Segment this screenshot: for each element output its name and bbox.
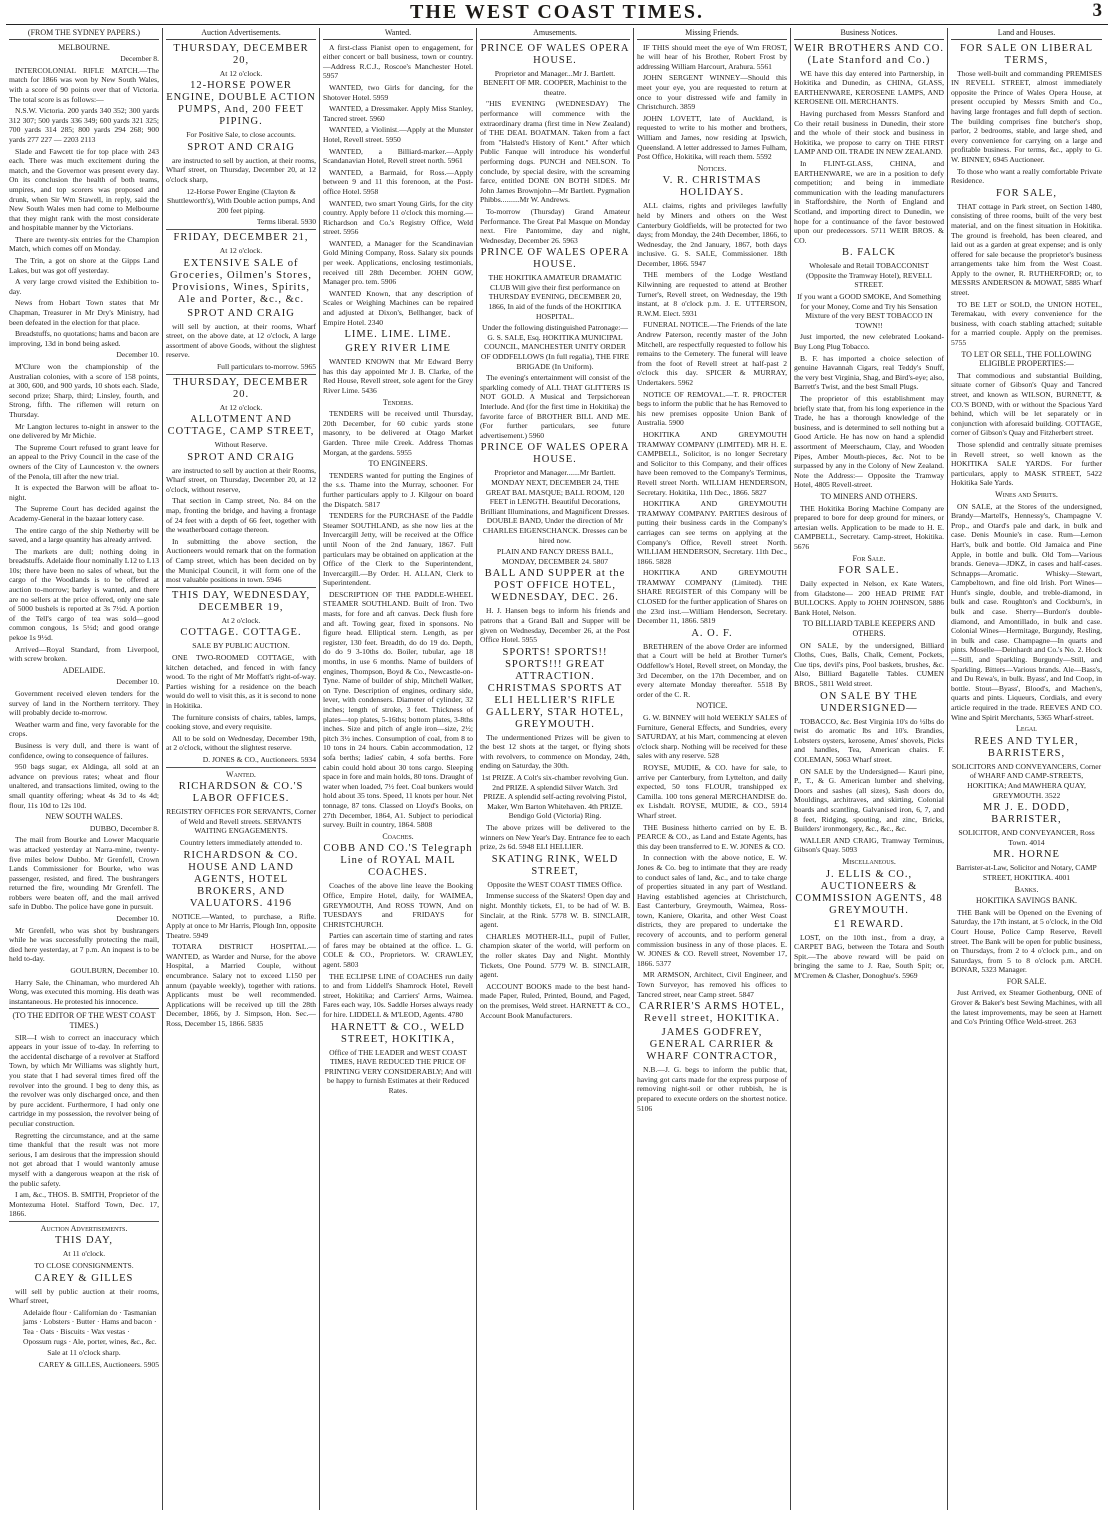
columns [6,28,1108,1510]
article-paragraph: BRETHREN of the above Order are informed that a Court will be held at Brother Turner's Oddfellow's Hotel, Revell street, on Monday, the 3rd December, on the 17th December, and on every alternate Monday thereafter. 5518 By order of the C. R. [637,641,787,699]
article-paragraph: H. J. Hansen begs to inform his friends and patrons that a Grand Ball and Supper will be given on Wednesday, December 26, at the Post Office Hotel. 5955 [480,606,630,645]
article-paragraph: TENDERS will be received until Thursday, 20th December, for 60 cubic yards stone masonry, to be delivered at Otago Market Garden. Three mile Creek. Address Thomas Morgan, at the gardens. 5955 [323,409,473,457]
article-paragraph: NOTICE OF REMOVAL.—T. R. PROCTER begs to inform the public that he has Removed to his new premises opposite Union Bank of Australia. 5900 [637,389,787,428]
section-heading: Notices. [697,163,727,173]
column-header: Wanted. [323,28,473,40]
article-paragraph: WALLER AND CRAIG, Tramway Terminus, Gibson's Quay. 5093 [794,835,944,855]
article-paragraph: SIR—I wish to correct an inaccuracy which appears in your issue of to-day. In referring to the accidental discharge of a revolver at Stafford Town, by which Mr Williams was slightly hurt, you state that I had several times fired off the revolver into the ground. I beg to deny this, as the revolver was only discharged once, and then by pure accident. Furthermore, I had only one cartridge in my possession, the revolver being of peculiar construction. [9,1032,159,1128]
centered-line: PLAIN AND FANCY DRESS BALL, MONDAY, DECEMBER 24. 5807 [496,547,614,566]
item-list: Adelaide flour · Californian do · Tasmanian jams · Lobsters · Butter · Hams and bacon · Tea · Oats · Biscuits · Wax vestas · Opossum rugs · Ale, porter, wines, &c., &c. [23,1307,157,1346]
article-paragraph: ACCOUNT BOOKS made to the best hand-made Paper, Ruled, Printed, Bound, and Paged, on the premises, Weld street. HARNETT & CO., Account Book Manufacturers. [480,981,630,1020]
display-line: B. FALCK [842,247,896,259]
article-paragraph: MR ARMSON, Architect, Civil Engineer, and Town Surveyor, has removed his offices to Tancred street, near Camp street. 5847 [637,970,787,999]
article-paragraph: The Supreme Court refused to grant leave for an appeal to the Privy Council in the case of the owners of the City of Launceston v. the owners of the Penola, till after the new trial. [9,442,159,481]
dateline: GOULBURN, December 10. [70,966,159,976]
article-paragraph: will sell by auction, at their rooms, Wharf street, on the above date, at 12 o'clock, A large assortment of above Goods, without the slightest reserve. [166,321,316,360]
centered-line: Country letters immediately attended to. [179,837,303,847]
article-paragraph: The evening's entertainment will consist of the sparkling comedy of ALL THAT GLITTERS IS NOT GOLD. A Musical and Terpsichorean Interlude. And (for the first time in Hokitika) the favorite farce of BROTHER BILL AND ME. (For further particulars, see future advertisement.) 5960 [480,373,630,440]
column-7 [948,28,1105,1510]
display-line: THURSDAY, DECEMBER 20. [173,376,309,400]
section-heading: Coaches. [382,831,414,841]
article-paragraph: ON SALE, by the undersigned, Billiard Cloths, Cues, Balls, Chalk, Cement, Pockets, Cue tips, devil's pins, Pool baskets, brushes, &c. Also, Billiard Bagatelle Tables. CUMEN BROS., 5811 Weld street. [794,640,944,689]
display-line: FRIDAY, DECEMBER 21, [173,231,309,243]
article-paragraph: Coaches of the above line leave the Booking Office, Empire Hotel, daily, for WAIMEA, GREYMOUTH, And ROSS TOWN, And on TUESDAYS and FRIDAYS for CHRISTCHURCH. [323,881,473,929]
article-paragraph: THE members of the Lodge Westland Kilwinning are requested to attend at Brother Turner's, Revell street, on Wednesday, the 19th instant, at 8 o'clock p.m. J. E. UTTERSON, R.W.M. Elect. 5931 [637,270,787,318]
section-heading: NOTICE. [696,701,728,711]
section-heading: FOR SALE. [1006,976,1047,986]
article-paragraph: WANTED, two Girls for dancing, for the Shotover Hotel. 5959 [323,82,473,102]
display-line: PRINCE OF WALES OPERA HOUSE. [480,442,630,466]
display-line: MR. HORNE [993,849,1060,861]
article-paragraph: B. F. has imported a choice selection of genuine Havannah Cigars, real Teddy's Snuff, the very best Virginia, Shag, and Bird's-eye; also, Barrett's Twist, and the best Small Plugs. [794,353,944,392]
column-header: Missing Friends. [637,28,787,40]
article-paragraph: The furniture consists of chairs, tables, lamps, cooking stove, and every requisite. [166,712,316,732]
section-heading: Miscellaneous. [842,856,896,866]
article-paragraph: ON SALE, at the Stores of the undersigned, Brandy—Martell's, Hennessy's, Champagne V. Prop., and Otard's pale and dark, in bulk and case. Denis Mounie's in case. Rum—Lemon Hart's, bulk and bottle. Old Jamaica and Pine Apple, in bottle and bulk. Old Tom—Various brands. Geneva—JDKZ, in cases and half-cases. Schnapps—Aromatic. Whisky—Stewart, Campbeltown, and fine old Irish. Port Wines—Hunt's single, double, and treble-diamond, in bulk and case. Roughton's and Cockburn's, in bulk and case. Sherry—Burdon's double-diamond, and Amontillado, in bulk and case. Colonial Wines—Hermitage, Burgundy, Resling, in bulk and case. Champagne—In quarts and pints. Moselle—Deinhardt and Co.'s No. 2. Hock—Still, and Sparkling. Burgundy—Still, and Sparkling. Bitters—Various brands. Ale—Bass's, and Du Rewa's, in bulk. Byass', and Ind Coop, in bottle. Stout—Byass', Blood's, and Machen's, quarts and pints. Liqueurs, Cordials, and every article required in the trade. REEVES AND CO. Wine and Spirit Merchants, 5365 Wharf-street. [951,501,1102,722]
column-header: Business Notices. [794,28,944,40]
article-paragraph: JOHN SERGENT WINNEY—Should this meet your eye, you are requested to return at once to your distressed wife and family in Christchurch. 3859 [637,73,787,112]
display-line: EXTENSIVE SALE of Groceries, Oilmen's Stores, Provisions, Wines, Spirits, Ale and Porter, &c., &c. [169,257,313,305]
display-line: FOR SALE, [996,187,1057,199]
display-line: CARRIER'S ARMS HOTEL, Revell street, HOKITIKA. [639,1001,785,1025]
article-paragraph: are instructed to sell by auction, at their rooms, Wharf street, on Thursday, December 20, at 12 o'clock sharp, [166,155,316,184]
signature-line: Terms liberal. 5930 [256,217,316,227]
article-paragraph: Weather warm and fine, very favorable for the crops. [9,719,159,739]
article-paragraph: In FLINT-GLASS, CHINA, and EARTHENWARE, we are in a position to defy competition; and being in immediate communication with the leading manufacturers in Staffordshire, the North of England and Scotland, and importing direct to Dunedin, we hope for a continuance of the favor bestowed upon our predecessors. 5711 WEIR BROS. & CO. [794,158,944,245]
section-heading: Banks. [1014,884,1039,894]
article-paragraph: The entire cargo of the ship Netherby will be saved, and a large quantity has already arrived. [9,525,159,545]
article-paragraph: WANTED, a Manager for the Scandinavian Gold Mining Company, Ross. Salary six pounds per week. Applications, enclosing testimonials, received till 28th December. JOHN GOW, Manager pro. tem. 5906 [323,238,473,287]
section-heading: TO MINERS AND OTHERS. [820,491,918,501]
masthead [6,0,1108,25]
display-line: JAMES GODFREY, GENERAL CARRIER & WHARF CONTRACTOR, [646,1027,778,1063]
display-line: FOR SALE ON LIBERAL TERMS, [959,42,1094,66]
display-line: CAREY & GILLES [34,1272,134,1284]
article-paragraph: The proprietor of this establishment may briefly state that, from his long experience in the Trade, he has a thorough knowledge of the business, and is determined to sell nothing but a Good Article. He has now on hand a splendid assortment of Meerschaum, Clay, and Wooden Pipes, Amber Mouth-pieces, &c. Not to be surpassed by any in the Colony of New Zealand. Note the Address:— Opposite the Tramway Hotel, 4805 Revell-street. [794,394,944,490]
column-header: Amusements. [480,28,630,40]
display-line: RICHARDSON & CO. HOUSE AND LAND AGENTS, HOTEL BROKERS, AND VALUATORS. 4196 [183,849,299,909]
dateline: December 8. [120,54,159,64]
article-paragraph: In submitting the above section, the Auctioneers would remark that on the formation of Camp street, which has been decided on by the Municipal Council, it will form one of the most valuable positions in town. 5946 [166,536,316,585]
article-paragraph: Immense success of the Skaters! Open day and night. Monthly tickets, £1, to be had of W. B. Sinclair, at the Rink. 5778 W. B. SINCLAIR, agent. [480,891,630,930]
display-line: SPROT AND CRAIG [187,451,295,463]
display-line: SPORTS! SPORTS!! SPORTS!!! GREAT ATTRACTION. CHRISTMAS SPORTS AT ELI HELLIER'S RIFLE GALLERY, STAR HOTEL, GREYMOUTH. [486,646,624,730]
article-paragraph: News from Hobart Town states that Mr Chapman, Treasurer in Mr Dry's Ministry, had been defeated in the election for that place. [9,298,159,327]
display-line: RICHARDSON & CO.'S LABOR OFFICES. [178,781,304,805]
article-paragraph: The Trin, a got on shore at the Gipps Land Lakes, but was got off yesterday. [9,256,159,275]
centered-line: SOLICITOR, AND CONVEYANCER, Ross Town. 4014 [958,828,1095,847]
display-line: PRINCE OF WALES OPERA HOUSE. [480,42,630,66]
article-paragraph: Just imported, the new celebrated Lookand-Buy Long Plug Tobacco. [794,332,944,352]
display-line: 12-HORSE POWER ENGINE, DOUBLE ACTION PUMPS, And, 200 FEET PIPING. [166,80,316,128]
article-paragraph: Just Arrived, ex Steamer Gothenburg, ONE of Grover & Baker's best Sewing Machines, with all the latest improvements, may be seen at Harnett and Co's Printing Office Weld-street. 263 [951,988,1102,1027]
section-heading: NEW SOUTH WALES. [45,812,123,822]
display-line: LIME. LIME. LIME. [344,329,452,341]
section-heading: Auction Advertisements. [40,1223,128,1233]
signature-line: D. JONES & CO., Auctioneers. 5934 [202,754,316,764]
article-paragraph: That section in Camp street, No. 84 on the map, fronting the bridge, and having a frontage of 24 feet with a depth of 66 feet, together with the weatherboard cottage thereon. [166,496,316,535]
display-line: COBB AND CO.'S Telegraph Line of ROYAL MAIL COACHES. [323,843,473,879]
display-line: GREY RIVER LIME [345,343,451,355]
article-paragraph: A first-class Pianist open to engagement, for either concert or ball business, town or country.—Address R.C.J., Roscoe's Manchester Hotel. 5957 [323,42,473,81]
section-heading: TO BILLIARD TABLE KEEPERS AND OTHERS. [802,619,936,639]
article-paragraph: WANTED, a Barmaid, for Ross.—Apply between 9 and 11 this forenoon, at the Post-office Hotel. 5958 [323,167,473,196]
masthead-title: THE WEST COAST TIMES. [410,1,704,23]
centered-line: At 11 o'clock. [62,1249,106,1259]
display-line: THIS DAY, [54,1235,113,1247]
column-4 [477,28,634,1510]
article-paragraph: ROYSE, MUDIE, & CO. have for sale, to arrive per Canterbury, from Lyttelton, and daily expected, 50 tons FLOUR, transhipped ex Camilla. 100 tons general MERCHANDISE do. ex Lishdalt. ROYSE, MUDIE, & CO., 5914 Wharf street. [637,762,787,820]
centered-line: Sale at 11 o'clock sharp. [47,1348,121,1358]
article-paragraph: TENDERS for the PURCHASE of the Paddle Steamer SOUTHLAND, as she now lies at the Invercargill Jetty, will be received at the Office until Noon of the 2nd January, 1867. Full particulars may be obtained on application at the Office of the Clerk to the Superintendent, Invercargill.—By Order. H. ALLAN, Clerk to Superintendent. [323,511,473,588]
divider [166,587,316,588]
article-paragraph: ON SALE by the Undersigned— Kauri pine, P., T., & G. American lumber and shelving, Doors and sashes (all sizes), Sash doors do, Mouldings, architraves, and skirting, Colonial boards and scantling, Galvanised iron, 6, 7, and 8 feet, Ridging, spouting, and zinc, Bricks, Builders' ironmongery, &c., &c., &c. [794,766,944,834]
dateline: December 10. [116,914,159,924]
section-heading: Tenders. [382,397,414,407]
article-paragraph: The above prizes will be delivered to the winners on New Year's Day. Entrance fee to each prize, 2s 6d. 5948 ELI HELLIER. [480,823,630,852]
divider [166,374,316,375]
centered-line: At 12 o'clock. [219,68,263,78]
display-line: COTTAGE. COTTAGE. [180,627,302,639]
article-paragraph: It is expected the Barwon will be afloat to-night. [9,483,159,502]
centered-line: 12-Horse Power Engine (Clayton & Shuttleworth's), With Double action pumps, And 200 feet piping. [167,186,315,215]
section-heading: (TO THE EDITOR OF THE WEST COAST TIMES.) [12,1011,156,1030]
display-line: THURSDAY, DECEMBER 20, [173,42,309,66]
column-6 [791,28,948,1510]
article-paragraph: Business is very dull, and there is want of confidence, owing to consequence of failures. [9,740,159,760]
column-header: Land and Houses. [951,28,1102,40]
article-paragraph: are instructed to sell by auction at their Rooms, Wharf street, on Thursday, December 20, at 12 o'clock, without reserve, [166,465,316,494]
article-paragraph: TENDERS wanted for putting the Engines of the s.s. Thame into the Murray, schooner. For further particulars apply to J. Kilgour on board the Dispatch. 5817 [323,470,473,509]
centered-line: Proprietor and Manager...Mr J. Bartlett. BENEFIT OF MR. COOPER, Machinist to the theatre. [483,68,627,97]
article-paragraph: ONE TWO-ROOMED COTTAGE, with kitchen detached, and fenced in with fancy wood. To the right of Mr Moffatt's right-of-way. Parties wishing for a residence on the beach would do well to visit this, as it is second to none in Hokitika. [166,653,316,710]
section-heading: HOKITIKA SAVINGS BANK. [976,896,1077,906]
section-heading: Wines and Spirits. [995,489,1058,499]
article-paragraph: THE ECLIPSE LINE of COACHES run daily to and from Liddell's Shamrock Hotel, Revell street, Hokitika; and Carriers' Arms, Waimea. Fares each way, 10s. Saddle Horses always ready for hire. LIDDELL & M'LEOD, Agents. 4780 [323,971,473,1020]
article-paragraph: 950 bags sugar, ex Aldinga, all sold at an advance on previous rates; wheat and flour unaltered, and transactions limited, owing to the small quantity offering; wheat 4s 3d to 4s 4d; flour, 11s 10d to 12s 10d. [9,762,159,810]
dateline: December 10. [116,677,159,687]
centered-line: At 12 o'clock. [219,402,263,412]
centered-line: Barrister-at-Law, Solicitor and Notary, CAMP STREET, HOKITIKA. 4001 [956,863,1097,882]
article-paragraph: WANTED, two smart Young Girls, for the city country. Apply before 11 o'clock this morning.—Richardson and Co.'s Registry Office, Weld street. 5956 [323,198,473,237]
signature-line: Full particulars to-morrow. 5965 [216,361,316,371]
centered-line: If you want a GOOD SMOKE, And Something for your Money, Come and Try his Sensation Mixture of the very BEST TOBACCO IN TOWN!! [797,292,941,330]
article-paragraph: To-morrow (Thursday) Grand Amateur Performance. The Great Pal Masque on Monday next. Fire Pantomime, day and night, Wednesday, December 26. 5963 [480,206,630,245]
article-paragraph: Those well-built and commanding PREMISES IN REVELL STREET, almost immediately opposite the Prince of Wales Opera House, at present occupied by Messrs Smith and Co., having large frontages and full depth of section. The building comprises fine butcher's shop, parlor, 2 bedrooms, stable, and large shed, and every convenience for carrying on a large and profitable business. For terms, &c., apply to G. W. BINNEY, 6945 Auctioneer. [951,68,1102,164]
divider [9,1008,159,1009]
section-heading: TO ENGINEERS. [368,459,428,469]
display-line: SPROT AND CRAIG [187,307,295,319]
display-line: ALLOTMENT AND COTTAGE, CAMP STREET, [167,414,315,438]
display-line: SPROT AND CRAIG [187,141,295,153]
article-paragraph: HOKITIKA AND GREYMOUTH TRAMWAY COMPANY. PARTIES desirous of putting their business cards in the Company's carriages can see terms on applying at the Company's Office, Revell street North. WILLIAM HENDERSON, Secretary. 11th Dec., 1866. 5828 [637,499,787,566]
centered-line: SALE BY PUBLIC AUCTION. [192,641,290,651]
article-paragraph: WANTED, a Dressmaker. Apply Miss Stanley, Tancred street. 5960 [323,104,473,123]
article-paragraph: I am, &c., THOS. B. SMITH, Proprietor of the Montezuma Hotel. Stafford Town, Dec. 17, 1866. [9,1190,159,1219]
dateline: December 10. [116,350,159,360]
column-1 [6,28,163,1510]
article-paragraph: THE Bank will be Opened on the Evening of Saturday, the 17th instant, at 5 o'clock, in the Old Court House, Police Camp Reserve, Revell street. The Bank will be open for public business, on Thursdays, from 2 to 4 o'clock p.m., and on Saturdays, from 5 to 8 o'clock p.m. ARCH. BONAR, 5323 Manager. [951,907,1102,975]
article-paragraph: There are twenty-six entries for the Champion Match, which comes off on Monday. [9,234,159,254]
dateline: DUBBO, December 8. [89,823,159,833]
display-line: SKATING RINK, WELD STREET, [491,853,619,877]
column-2 [163,28,320,1510]
centered-line: 1st PRIZE. A Colt's six-chamber revolving Gun. 2nd PRIZE. A splendid Silver Watch. 3rd PRIZE. A splendid self-acting revolving Pistol, Maker, Wm Barton Whitehaven. 4th PRIZE. Bendigo Gold (Victoria) Ring. [481,773,629,821]
article-paragraph: In connection with the above notice, E. W. Jones & Co. beg to intimate that they are ready to conduct sales of land, &c., and to take charge of properties situated in any part of Westland. Having established agencies at Christchurch, East Canterbury, Greymouth, Waimea, Ross-town, Kaniere, Okarita, and other West Coast districts, they are prepared to undertake the recovery of accounts, and to perform general commission business in any of those places. E. W. JONES & CO. Revell street, November 17, 1866. 5377 [637,853,787,968]
article-paragraph: will sell by public auction at their rooms, Wharf street, [9,1286,159,1306]
article-paragraph: Arrived—Royal Standard, from Liverpool, with screw broken. [9,644,159,664]
centered-line: Without Reserve. [214,440,268,450]
centered-line: Office of THE LEADER and WEST COAST TIMES, HAVE REDUCED THE PRICE OF PRINTING VERY CONSIDERABLY; And will be happy to furnish Estimates at their Reduced Rates. [324,1047,472,1095]
centered-line: Opposite the WEST COAST TIMES Office. [487,879,623,889]
display-line: A. O. F. [691,627,733,639]
display-line: HARNETT & CO., WELD STREET, HOKITIKA, [331,1021,465,1045]
section-heading: For Sale. [852,553,886,563]
article-paragraph: WANTED Known, that any description of Scales or Weighing Machines can be repaired and adjusted at Dixon's, Bellhanger, back of Empire Hotel. 2340 [323,288,473,327]
article-paragraph: The undermentioned Prizes will be given to the best 12 shots at the target, or flying shots with revolvers, to commence on Monday, 24th, ending on Saturday, the 30th. [480,732,630,771]
article-paragraph: Daily expected in Nelson, ex Kate Waters, from Gladstone— 200 HEAD PRIME FAT BULLOCKS. Apply to JOHN JOHNSON, 5886 Bank Hotel, Nelson. [794,579,944,617]
display-line: WEIR BROTHERS AND CO. (Late Stanford and Co.) [794,42,944,66]
article-paragraph: "HIS EVENING (WEDNESDAY) The performance will commence with the extraordinary drama (first time in New Zealand) of THE DEAL BOATMAN. Taken from a fact from "Halsted's History of Kent." After which Public Fanque will introduce his wonderful performing dogs. PUNCH and NELSON. To conclude, by special desire, with the screaming farce, entitled DONE ON BOTH SIDES. Mr John James Brownjohn—Mr Bartlett. Pygmalion Phibbs..........Mr W. Andrews. [480,99,630,205]
display-line: MR J. E. DODD, BARRISTER, [983,802,1070,826]
article-paragraph: DESCRIPTION OF THE PADDLE-WHEEL STEAMER SOUTHLAND. Built of Iron. Two masts, for fore and aft canvas. Deck flush fore and aft. Towing gear, fixed in sponsons. No figure head. Elliptical stern. Length, as per register, 130 feet. Breadth, do do 19 do. Depth, do do 9 3-10ths do. Boiler, tubular, age 18 months, in use 6 months. Name of builders of engines, Thompson, Boyd & Co., Newcastle-on-Tyne. Name of builder of ship, Mitchell Walker, on Tyne. Description of engines, ordinary side, lever, with condensers. Diameter of cylinder, 32 inches; length of stroke, 3 feet. Thickness of plates—top plates, 5-16ths; bottom plates, 3-8ths inches. Size and pitch of angle iron—size, 2½; pitch 3½ inches. Consumption of coal, from 8 to 10 tons in 24 hours. Cabin accommodation, 12 sofa berths; ladies' cabin, 4 sofa berths. Fore cabin could hold about 30 tons cargo. Sleeping space in fore and main holds, 80 tons. Draught of water when loaded, 7½ feet. Coal bunkers would hold about 35 tons. Speed, 11 knots per hour. Net tonnage, 87 tons. Classed on Lloyd's Books, on 27th December, 1864, A1. Subject to periodical survey. Built in country, 1864. 5808 [323,589,473,830]
article-paragraph: Harry Sale, the Chinaman, who murdered Ah Wong, was executed this morning. His death was instantaneous. He protested his innocence. [9,977,159,1006]
article-paragraph: That commodious and substantial Building, situate corner of Gibson's Quay and Tancred street, and known as WILSON, BURNETT, & CO.'S BOND, with or without the Spacious Yard behind, which will be let separately or in conjunction with aforesaid building. COTTAGE, corner of Gibson's Quay and Fitzherbert street. [951,370,1102,438]
centered-line: Wholesale and Retail TOBACCONIST (Opposite the Tramway Hotel), REVELL STREET. [806,261,932,290]
article-paragraph: WANTED, a Billiard-marker.—Apply Scandanavian Hotel, Revell street north. 5961 [323,146,473,166]
centered-line: REGISTRY OFFICES FOR SERVANTS, Corner of Weld and Revell streets. SERVANTS WAITING ENGAGEMENTS. [166,807,316,836]
display-line: PRINCE OF WALES OPERA HOUSE. [480,247,630,271]
article-paragraph: The Supreme Court has decided against the Academy-General in the bazaar lottery case. [9,504,159,523]
article-paragraph: THE Hokitika Boring Machine Company are prepared to bore for deep ground for miners, or artesian wells. Application to be made to H. E. CAMPBELL, Secretary. Camp-street, Hokitika. 5676 [794,503,944,551]
article-paragraph: HOKITIKA AND GREYMOUTH TRAMWAY COMPANY (LIMITED). MR H. E. CAMPBELL, Solicitor, is no longer Secretary and Solicitor to this Company, and their offices have been removed to the Company's Terminus, Revell street North. WILLIAM HENDERSON, Secretary. Hokitika, 11th Dec., 1866. 5827 [637,429,787,497]
article-paragraph: All to be sold on Wednesday, December 19th, at 2 o'clock, without the slightest reserve. [166,733,316,753]
divider [9,1221,159,1222]
column-header: Auction Advertisements. [166,28,316,40]
centered-line: At 12 o'clock. [219,245,263,255]
article-paragraph: JOHN LOVETT, late of Auckland, is requested to write to his mother and brothers, William and James, now residing at Ipswich, Queensland. A letter addressed to James Fulham, Post Office, Hokitika, will reach them. 5592 [637,113,787,162]
article-paragraph: M'Clure won the championship of the Australian colonies, with a score of 158 points, at 300, 600, and 900 yards, 10 shots each. Slade, second prize; Sharp, third; Linsley, fourth, and Strong, fifth. The riflemen will return on Thursday. [9,362,159,419]
article-paragraph: LOST, on the 10th inst., from a dray, a CARPET BAG, between the Totara and South Spit.—The above reward will be paid on bringing the same to J. Rae, South Spit; or, M'Cremen & Clasher, Donoghue's. 5969 [794,932,944,980]
article-paragraph: G. W. BINNEY will hold WEEKLY SALES of Furniture, General Effects, and Sundries, every SATURDAY, at his Mart, commencing at eleven o'clock sharp. Nothing will be received for these sales with any reserve. 528 [637,713,787,761]
article-paragraph: INTERCOLONIAL RIFLE MATCH.—The match for 1866 was won by New South Wales, with a score of 90 points over that of Victoria. The total score is as follows:— [9,65,159,104]
column-3 [320,28,477,1510]
article-paragraph: TOTARA DISTRICT HOSPITAL.—WANTED, as Warder and Nurse, for the above Hospital, a Married Couple, without encumbrance. Salary not to exceed L150 per annum (payable weekly), together with rations. Applicants must be well recommended. Applications will be received up till the 28th December, 1866, by J. Simpson, Hon. Sec.—Ross, December 15, 1866. 5835 [166,942,316,1029]
article-paragraph: THE Business hitherto carried on by E. B. PEARCE & CO., as Land and Estate Agents, has this day been transferred to E. W. JONES & CO. [637,822,787,851]
display-line: £1 REWARD. [833,918,905,930]
display-line: ON SALE BY THE UNDERSIGNED— [820,690,918,714]
section-heading: MELBOURNE. [58,42,110,52]
article-paragraph: Parties can ascertain time of starting and rates of fares may be obtained at the office. L. G. COLE & CO., Proprietors. W. CRAWLEY, agent. 5803 [323,931,473,970]
display-line: BALL AND SUPPER at the POST OFFICE HOTEL, WEDNESDAY, DEC. 26. [484,568,626,604]
article-paragraph: Slade and Fawcett tie for top place with 243 each. There was much excitement during the match, and the Governor was present every day. On its conclusion the health of both teams, umpires, and top scorers was proposed and drunk, when Sir Wm Stawell, in reply, said the New South Wales men had come to Melbourne that they might rank with the most considerate and hospitable manner by the Victorians. [9,146,159,233]
article-paragraph: Having purchased from Messrs Stanford and Co their retail business in Dunedin, their store and the whole of their stock and business in Hokitika, we propose to carry on THE FIRST LAMP AND OIL TRADE IN NEW ZEALAND. [794,108,944,157]
signature-line: CAREY & GILLES, Auctioneers. 5905 [38,1359,159,1369]
column-5 [634,28,791,1510]
article-paragraph: ALL claims, rights and privileges lawfully held by Miners and others on the West Canterbury Goldfields, will be protected for two days; from Monday, the 24th December, 1866, to Wednesday, the 2nd January, 1867, both days inclusive. G. S. SALE, Commissioner. 18th December, 1866. 5947 [637,201,787,268]
article-paragraph: A very large crowd visited the Exhibition to-day. [9,277,159,296]
article-paragraph: IF THIS should meet the eye of Wm FROST, he will hear of his Brother, Robert Frost by addressing William Harcourt, Arahura. 5561 [637,42,787,71]
centered-line: TO CLOSE CONSIGNMENTS. [34,1261,134,1271]
centered-line: Under the following distinguished Patronage:— G. S. SALE, Esq. HOKITIKA MUNICIPAL COUNCIL, MANCHESTER UNITY ORDER OF ODDFELLOWS (In full regalia), THE FIRE BRIGADE (In Uniform). [480,323,630,371]
article-paragraph: N.S.W. Victoria. 200 yards 340 352; 300 yards 312 307; 500 yards 336 349; 600 yards 321 325; 700 yards 314 285; 800 yards 294 268; 900 yards 277 227 — 2203 2113 [9,106,159,144]
page-number: 3 [1092,0,1102,21]
section-heading: Wanted. [226,769,256,779]
article-paragraph: WANTED, a Violinist.—Apply at the Munster Hotel, Revell street. 5950 [323,125,473,144]
article-paragraph: TOBACCO, &c. Best Virginia 10's do ½lbs do twist do aromatic lbs and 10's. Brandies, Lobsters oysters, kerosene, Ames' shovels, Picks and handles, Tea, American chairs. F. COLEMAN, 5063 Wharf street. [794,716,944,764]
display-line: J. ELLIS & CO., AUCTIONEERS & COMMISSION AGENTS, 48 GREYMOUTH. [795,868,943,916]
section-heading: ADELAIDE. [62,665,106,675]
section-heading: TO LET OR SELL, THE FOLLOWING ELIGIBLE PROPERTIES:— [961,349,1092,369]
article-paragraph: THAT cottage in Park street, on Section 1480, consisting of three rooms, built of the very best material, and on the finest situation in Hokitika. The ground is freehold, has been cleared, and laid out as a garden at great expense; and is only offered for sale because the proprietor's business arrangements take him from the West Coast. Apply to the owner, R. RUTHERFORD; or, to MESSRS ANDERSON & MOWAT, 5885 Wharf street. [951,201,1102,298]
section-heading: Legal [1016,724,1037,734]
article-paragraph: The mail from Bourke and Lower Macquarie was attacked yesterday at Narra-mine, twenty-five miles below Dubbo. Mr Grenfell, Crown Lands Commissioner for Bourke, who was passenger, resisted, and fired. The bushrangers returned the fire, wounding Mr Grenfell. The robbers were beaten off, and the mail arrived safe in Dubbo. The police have gone in pursuit. [9,835,159,912]
article-paragraph: FUNERAL NOTICE.—The Friends of the late Andrew Paterson, recently master of the John Mitchell, are respectfully requested to follow his remains to the Cemetery. The funeral will leave from the foot of Revell street at half-past 2 o'clock this day. SPICER & MURRAY, Undertakers. 5962 [637,320,787,387]
article-paragraph: N.B.—J. G. begs to inform the public that, having got carts made for the express purpose of removing night-soil or other rubbish, he is prepared to execute orders on the shortest notice. 5106 [637,1065,787,1113]
article-paragraph: WE have this day entered into Partnership, in Hokitika and Dunedin, as CHINA, GLASS, EARTHENWARE, KEROSENE LAMPS, AND KEROSENE OIL MERCHANTS. [794,68,944,107]
article-paragraph: The markets are dull; nothing doing in breadstuffs. Adelaide flour nominally L12 to L13 10s; there have been no sales of wheat, but the cargo of the Woodlands is to be offered at auction to-morrow; barley is wanted, and there are no sellers at the price offered, only one sale of 5000 bushels is reported at 3s 7½d. A portion of the Tell's cargo of tea was sold—good common congous, 1s 5½d; and good orange pekoe 1s 9½d. [9,546,159,643]
article-paragraph: Mr Grenfell, who was shot by bushrangers while he was successfully protecting the mail, died here yesterday, at 7 p.m. An inquest is to be held to-day. [9,925,159,964]
article-paragraph: WANTED KNOWN that Mr Edward Berry has this day appointed Mr J. B. Clarke, of the Red House, Revell street, sole agent for the Grey River Lime. 5436 [323,357,473,395]
centered-line: THE HOKITIKA AMATEUR DRAMATIC CLUB Will give their first performance on THURSDAY EVENING, DECEMBER 20, 1866, In aid of the funds of the HOKITIKA HOSPITAL. [488,273,622,321]
centered-line: For Positive Sale, to close accounts. [186,130,296,140]
display-line: REES AND TYLER, BARRISTERS, [974,735,1079,759]
article-paragraph: TO BE LET or SOLD, the UNION HOTEL, Teremakau, with every convenience for the business, with coach stabling attached; suitable for a married couple. Apply on the premises. 5755 [951,299,1102,348]
article-paragraph: Regretting the circumstance, and at the same time thankful that the result was not more serious, I am desirous that the impression should not get abroad that I would wantonly amuse myself with a dangerous weapon at the risk of the public safety. [9,1130,159,1188]
display-line: V. R. CHRISTMAS HOLIDAYS. [662,175,762,199]
article-paragraph: Breadstuffs, no quotations; hams and bacon are improving, 13d in bond being asked. [9,329,159,348]
article-paragraph: NOTICE.—Wanted, to purchase, a Rifle. Apply at once to Mr Harris, Plough Inn, opposite Theatre. 5949 [166,911,316,940]
divider [166,767,316,768]
centered-line: Proprietor and Manager.......Mr Bartlett. MONDAY NEXT, DECEMBER 24, THE GREAT BAL MASQUE; BALL ROOM, 120 FEET in LENGTH. Beautiful Decorations, Brilliant Illuminations, and Magnificent Dresses. DOUBLE BAND, Under the direction of Mr CHARLES EIGENSCHANCK. Dresses can be hired now. [480,468,630,545]
article-paragraph: To those who want a really comfortable Private Residence. [951,166,1102,186]
article-paragraph: Mr Langton lectures to-night in answer to the one delivered by Mr Michie. [9,421,159,441]
article-paragraph: CHARLES MOTHER-ILL, pupil of Fuller, champion skater of the world, will perform on the roller skates Day and Night. Monthly Tickets, One Pound. 5779 W. B. SINCLAIR, agent. [480,931,630,980]
article-paragraph: Those splendid and centrally situate premises in Revell street, so well known as the HOKITIKA SALE YARDS. For further particulars, apply to MASK STREET, 5422 Hokitika Sale Yards. [951,439,1102,488]
display-line: THIS DAY, WEDNESDAY, DECEMBER 19, [171,589,311,613]
article-paragraph: Government received eleven tenders for the survey of land in the Northern territory. They will probably decide to-morrow. [9,689,159,718]
article-paragraph: HOKITIKA AND GREYMOUTH TRAMWAY COMPANY (Limited). THE SHARE REGISTER of this Company will be CLOSED for the further application of Shares on the 23rd inst.—William Henderson, Secretary. December 11, 1866. 5819 [637,568,787,626]
display-line: FOR SALE. [838,565,900,577]
centered-line: At 2 o'clock. [221,615,261,625]
column-header: (FROM THE SYDNEY PAPERS.) [9,28,159,40]
divider [166,229,316,230]
centered-line: SOLICITORS AND CONVEYANCERS, Corner of WHARF AND CAMP-STREETS, HOKITIKA; And MAWHERA QUAY, GREYMOUTH. 3522 [951,761,1102,800]
